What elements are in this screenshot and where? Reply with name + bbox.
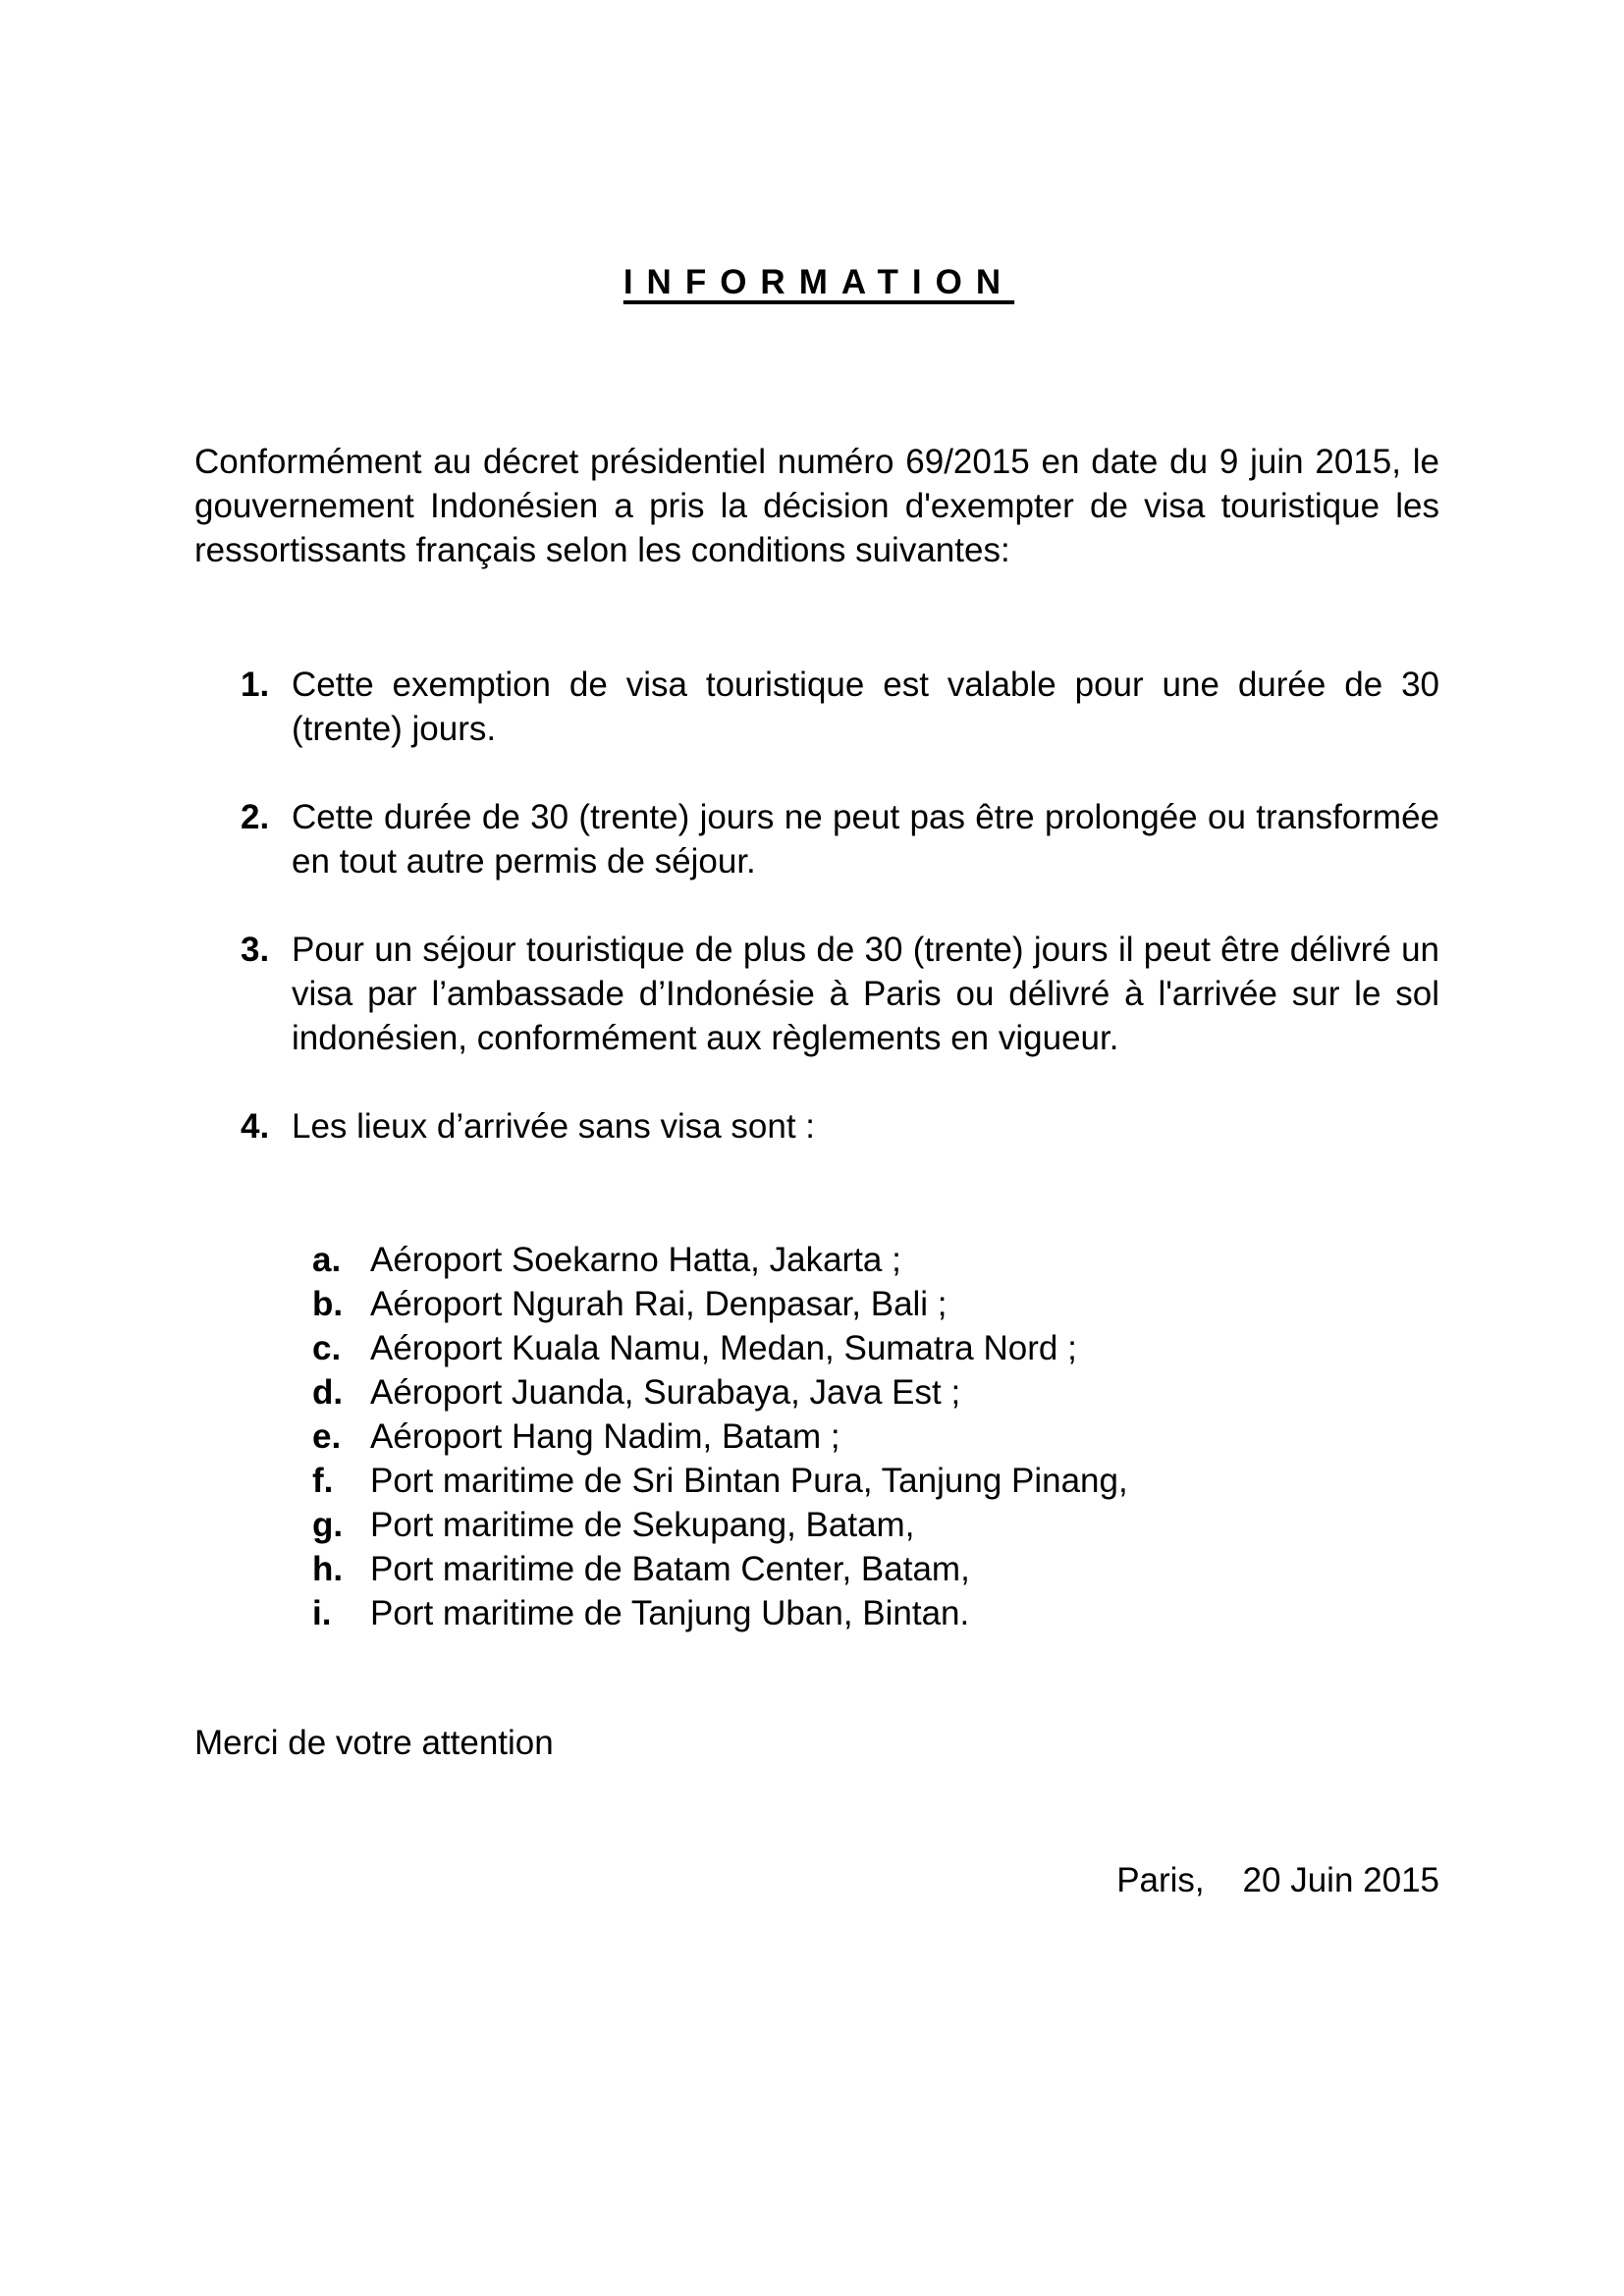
arrival-point-letter: a.: [312, 1241, 342, 1279]
arrival-point-letter: c.: [312, 1329, 342, 1367]
condition-number: 1.: [241, 666, 270, 704]
condition-item: [241, 795, 1439, 883]
arrival-point-letter: f.: [312, 1462, 334, 1500]
arrival-point-text: Aéroport Kuala Namu, Medan, Sumatra Nord ;: [370, 1329, 1077, 1367]
arrival-point: [312, 1459, 1128, 1503]
condition-text: Cette durée de 30 (trente) jours ne peut pas être prolongée ou transformée en tout autre permis de séjour.: [292, 798, 1439, 881]
closing-line: Merci de votre attention: [194, 1724, 554, 1762]
arrival-point-letter: h.: [312, 1550, 344, 1588]
arrival-points-list: [312, 1238, 1128, 1635]
arrival-point-letter: i.: [312, 1594, 332, 1632]
arrival-point-text: Port maritime de Sri Bintan Pura, Tanjung Pinang,: [370, 1462, 1128, 1500]
arrival-point-text: Port maritime de Sekupang, Batam,: [370, 1506, 915, 1544]
arrival-point-text: Port maritime de Tanjung Uban, Bintan.: [370, 1594, 970, 1632]
arrival-point: [312, 1503, 1128, 1547]
document-title: [0, 263, 1624, 302]
arrival-point: [312, 1547, 1128, 1591]
condition-number: 4.: [241, 1107, 270, 1146]
arrival-point: [312, 1415, 1128, 1459]
condition-text: Cette exemption de visa touristique est valable pour une durée de 30 (trente) jours.: [292, 666, 1439, 748]
condition-text: Pour un séjour touristique de plus de 30 (trente) jours il peut être délivré un visa par l’ambassade d’Indonésie à Paris ou délivré à l'arrivée sur le sol indonésien, conformément aux règlements en vigueur.: [292, 931, 1439, 1057]
arrival-point: [312, 1591, 1128, 1635]
arrival-point-letter: d.: [312, 1373, 344, 1412]
arrival-point-letter: g.: [312, 1506, 344, 1544]
arrival-point: [312, 1326, 1128, 1370]
arrival-point-letter: b.: [312, 1285, 344, 1323]
arrival-point-text: Aéroport Soekarno Hatta, Jakarta ;: [370, 1241, 901, 1279]
conditions-list: [241, 663, 1439, 1193]
condition-item: [241, 1104, 1439, 1148]
intro-paragraph: Conformément au décret présidentiel numéro 69/2015 en date du 9 juin 2015, le gouvernement Indonésien a pris la décision d'exempter de visa touristique les ressortissants français selon les conditions suivantes:: [194, 443, 1439, 569]
condition-number: 2.: [241, 798, 270, 836]
condition-number: 3.: [241, 931, 270, 969]
arrival-point: [312, 1370, 1128, 1415]
arrival-point-text: Port maritime de Batam Center, Batam,: [370, 1550, 970, 1588]
condition-item: [241, 928, 1439, 1060]
title-text: INFORMATION: [623, 263, 1015, 301]
place-and-date: Paris, 20 Juin 2015: [1116, 1861, 1439, 1899]
arrival-point-text: Aéroport Ngurah Rai, Denpasar, Bali ;: [370, 1285, 947, 1323]
arrival-point-letter: e.: [312, 1417, 342, 1456]
condition-text: Les lieux d’arrivée sans visa sont :: [292, 1107, 816, 1146]
arrival-point: [312, 1282, 1128, 1326]
condition-item: [241, 663, 1439, 751]
arrival-point-text: Aéroport Hang Nadim, Batam ;: [370, 1417, 840, 1456]
arrival-point: [312, 1238, 1128, 1282]
arrival-point-text: Aéroport Juanda, Surabaya, Java Est ;: [370, 1373, 961, 1412]
